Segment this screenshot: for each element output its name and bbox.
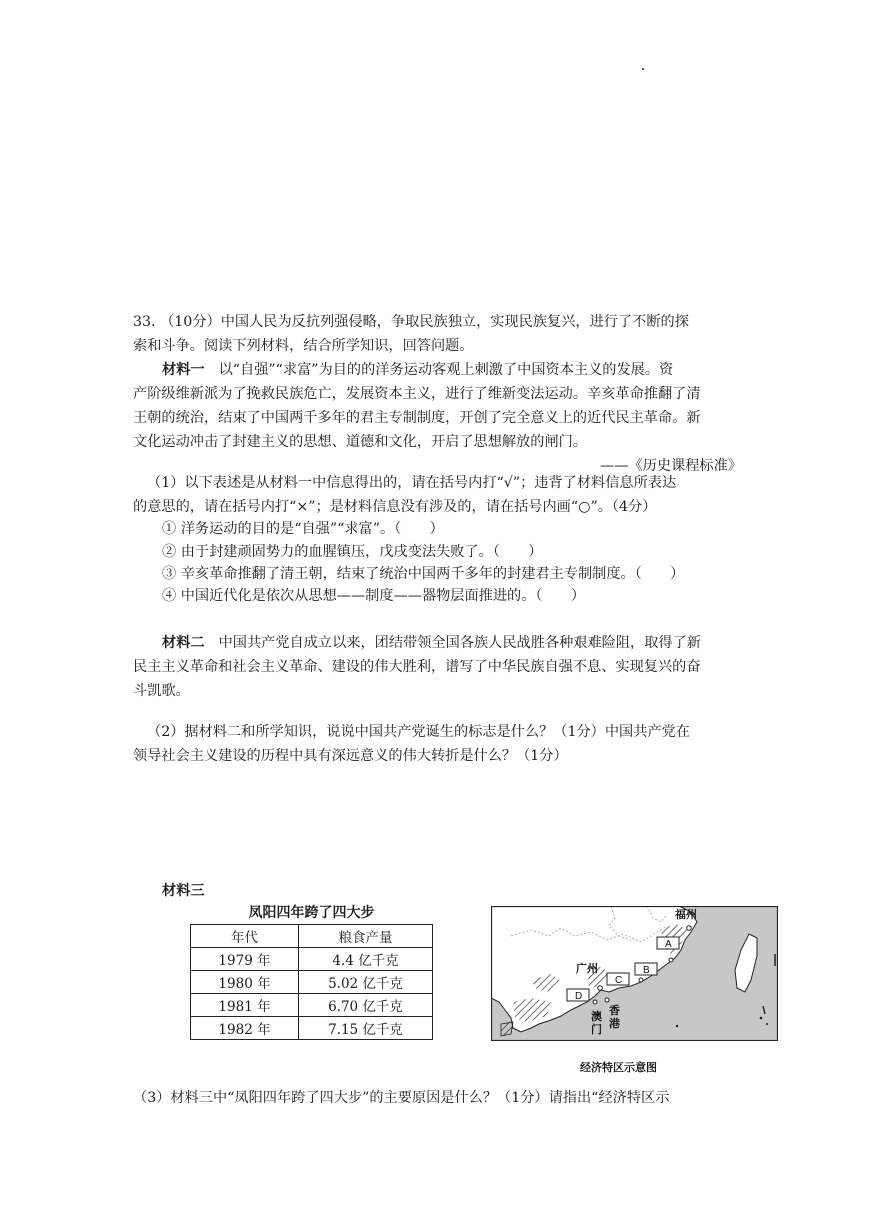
material1-text1: 以“自强”“求富”为目的的洋务运动客观上刺激了中国资本主义的发展。资 [218,362,674,378]
part1-line2: 的意思的，请在括号内打“×”；是材料信息没有涉及的，请在括号内画“○”。（4分） [133,499,657,515]
zone-label-d: D [575,991,583,1002]
city-hongkong-marker [605,998,609,1002]
table-header-year: 年代 [191,925,299,948]
material2-label: 材料二 [162,635,205,651]
part2-line2: 领导社会主义建设的历程中具有深远意义的伟大转折是什么？（1分） [133,748,568,764]
table-row [191,971,433,994]
map-caption: 经济特区示意图 [580,1061,657,1074]
table-cell-year: 1979 年 [191,948,299,971]
material2-text1: 中国共产党自成立以来，团结带领全国各族人民战胜各种艰难险阻，取得了新 [218,635,701,651]
material1-line3: 王朝的统治，结束了中国两千多年的君主专制制度，开创了完全意义上的近代民主革命。新 [133,410,701,426]
city-guangzhou-marker [598,986,603,991]
q33-intro-line2: 索和斗争。阅读下列材料，结合所学知识，回答问题。 [133,338,474,354]
city-label-fuzhou: 福州 [675,908,697,921]
material2-line1 [162,631,701,655]
table-cell-year: 1982 年 [191,1017,299,1040]
material2-line2: 民主主义革命和社会主义革命、建设的伟大胜利，谱写了中华民族自强不息、实现复兴的奋 [133,659,701,675]
statement-4: ④ 中国近代化是依次从思想——制度——器物层面推进的。（ ） [162,588,586,604]
table-cell-output: 5.02 亿千克 [299,971,433,994]
q33-intro-line1: 33. （10分）中国人民为反抗列强侵略，争取民族独立，实现民族复兴，进行了不断的探 [133,314,689,330]
material1-line2: 产阶级维新派为了挽救民族危亡，发展资本主义，进行了维新变法运动。辛亥革命推翻了清 [133,386,701,402]
sez-map [491,906,778,1041]
city-label-men: 门 [591,1023,602,1036]
table-row [191,1017,433,1040]
table-cell-year: 1980 年 [191,971,299,994]
material1-source: ——《历史课程标准》 [600,458,742,474]
table-cell-output: 7.15 亿千克 [299,1017,433,1040]
table-cell-output: 4.4 亿千克 [299,948,433,971]
island-dot [766,1023,768,1025]
material3-label: 材料三 [162,883,205,899]
city-label-ao: 澳 [591,1010,602,1023]
statement-1: ① 洋务运动的目的是“自强”“求富”。（ ） [162,521,444,537]
material1-line1 [162,358,673,382]
city-fuzhou-marker [687,926,692,931]
island-hainan [501,1022,513,1036]
table-header-output: 粮食产量 [299,925,433,948]
city-macau-marker [593,1000,597,1004]
city-label-guangzhou: 广州 [576,962,598,975]
grain-table-title: 凤阳四年跨了四大步 [248,905,375,921]
table-header-row [191,925,433,948]
island-dot [676,1025,678,1027]
city-label-gang: 港 [609,1017,620,1030]
material1-label: 材料一 [162,362,205,378]
table-row [191,994,433,1017]
material2-line3: 斗凯歌。 [133,683,190,699]
material1-line4: 文化运动冲击了封建主义的思想、道德和文化，开启了思想解放的闸门。 [133,434,588,450]
statement-3: ③ 辛亥革命推翻了清王朝，结束了统治中国两千多年的封建君主专制制度。（ ） [162,566,685,582]
part1-line1: （1）以下表述是从材料一中信息得出的，请在括号内打“√”；违背了材料信息所表达 [147,475,677,491]
zone-label-a: A [665,939,672,950]
table-cell-output: 6.70 亿千克 [299,994,433,1017]
table-row [191,948,433,971]
table-cell-year: 1981 年 [191,994,299,1017]
zone-label-b: B [643,965,650,976]
statement-2: ② 由于封建顽固势力的血腥镇压，戊戌变法失败了。（ ） [162,544,543,560]
city-label-xiang: 香 [609,1004,620,1017]
part2-line1: （2）据材料二和所学知识，说说中国共产党诞生的标志是什么？（1分）中国共产党在 [147,724,690,740]
zone-label-c: C [615,975,623,986]
city-shantou-marker [639,978,643,982]
page-dot [642,68,644,70]
grain-table [190,924,433,1040]
part3-line1: （3）材料三中“凤阳四年跨了四大步”的主要原因是什么？（1分）请指出“经济特区示 [133,1090,670,1106]
city-xiamen-marker [669,958,673,962]
island-dot [760,1017,763,1020]
